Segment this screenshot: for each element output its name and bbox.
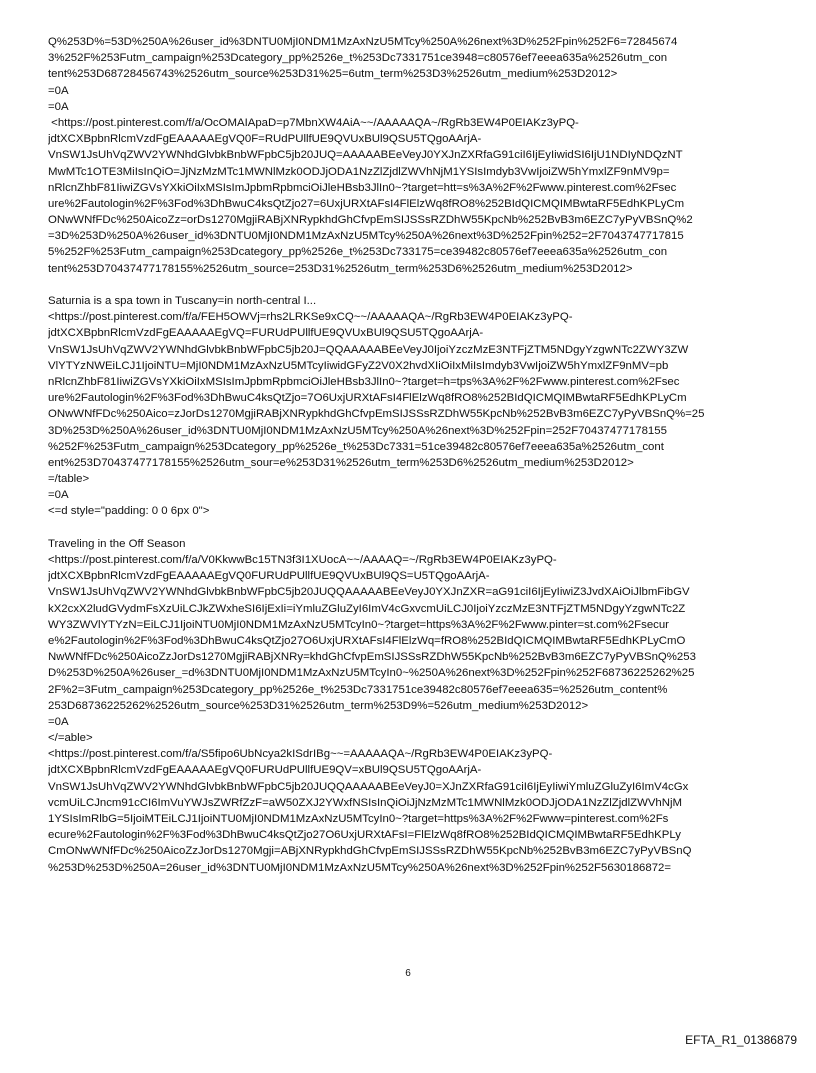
text-line: ecure%2Fautologin%2F%3Fod%3DhBwuC4ksQtZjo27O6UxjURXtAFsI=FlElzWq8fRO8%252BIdQICMQIMBwtaRF5EdhKPLy	[48, 829, 681, 842]
text-line: tent%253D68728456743%2526utm_source%253D31%25=6utm_term%253D3%2526utm_medium%253D2012>	[48, 68, 618, 81]
document-body	[48, 34, 778, 876]
text-line: ure%2Fautologin%2F%3Fod%3DhBwuC4ksQtZjo27=6UxjURXtAFsI4FlElzWq8fRO8%252BIdQICMQIMBwtaRF5EdhKPLyCm	[48, 197, 685, 210]
text-line: =0A	[48, 715, 69, 728]
text-line: =0A	[48, 100, 69, 113]
text-line: <https://post.pinterest.com/f/a/S5fipo6UbNcya2kISdrIBg~~=AAAAAQA~/RgRb3EW4P0EIAKz3yPQ-	[48, 748, 553, 761]
text-line: <https://post.pinterest.com/f/a/FEH5OWVj=rhs2LRKSe9xCQ~~/AAAAAQA~/RgRb3EW4P0EIAKz3yPQ-	[48, 311, 573, 324]
text-line: vcmUiLCJncm91cCI6ImVuYWJsZWRfZzF=aW50ZXJ2YWxfNSIsInQiOiJjNzMzMTc1MWNlMzk0ODJjODA1NzZlZjdlZWVhNjM	[48, 796, 683, 809]
blank-line	[48, 520, 778, 536]
text-line: 2F%2=3Futm_campaign%253Dcategory_pp%2526e_t%253Dc7331751ce39482c80576ef7eeea635=%2526utm_content%	[48, 683, 668, 696]
text-line: nRlcnZhbF81IiwiZGVsYXkiOiIxMSIsImJpbmRpbmciOiJleHBsb3JlIn0~?target=htt=s%3A%2F%2Fwww.pinterest.com%2Fsec	[48, 181, 677, 194]
text-line: %252F%253Futm_campaign%253Dcategory_pp%2526e_t%253Dc7331=51ce39482c80576ef7eeea635a%2526utm_cont	[48, 440, 664, 453]
text-line: ONwWNfFDc%250Aico=zJorDs1270MgjiRABjXNRypkhdGhCfvpEmSIJSSsRZDhW55KpcNb%252BvB3m6EZC7yPyVBSnQ%=25	[48, 408, 705, 421]
text-line: kX2cxX2ludGVydmFsXzUiLCJkZWxheSI6IjExIi=iYmluZGluZyI6ImV4cGxvcmUiLCJ0IjoiYzczMzE3NTFjZTM5NDgyYzgwNTc2Z	[48, 602, 686, 615]
text-line: jdtXCXBpbnRlcmVzdFgEAAAAAEgVQ0FURUdPUllfUE9QV=xBUl9QSU5TQgoAArjA-	[48, 764, 482, 777]
text-line: VlYTYzNWEiLCJ1IjoiNTU=MjI0NDM1MzAxNzU5MTcyIiwidGFyZ2V0X2hvdXIiOiIxMiIsImdyb3VwIjoiZW5hYmxlZF9nMV=pb	[48, 359, 669, 372]
text-line: 5%252F%253Futm_campaign%253Dcategory_pp%2526e_t%253Dc733175=ce39482c80576ef7eeea635a%2526utm_con	[48, 246, 668, 259]
text-line: 3D%253D%250A%26user_id%3DNTU0MjI0NDM1MzAxNzU5MTcy%250A%26next%3D%252Fpin=252F70437477178155	[48, 424, 667, 437]
text-line: Q%253D%=53D%250A%26user_id%3DNTU0MjI0NDM1MzAxNzU5MTcy%250A%26next%3D%252Fpin%252F6=72845674	[48, 36, 678, 48]
text-line: NwWNfFDc%250AicoZzJorDs1270MgjiRABjXNRy=khdGhCfvpEmSIJSSsRZDhW55KpcNb%252BvB3m6EZC7yPyVBSnQ%253	[48, 651, 696, 664]
text-line: jdtXCXBpbnRlcmVzdFgEAAAAAEgVQ=FURUdPUllfUE9QVUxBUl9QSU5TQgoAArjA-	[48, 327, 484, 340]
text-line: MwMTc1OTE3MiIsInQiO=JjNzMzMTc1MWNlMzk0ODJjODA1NzZlZjdlZWVhNjM1YSIsImdyb3VwIjoiZW5hYmxlZF9nMV9p=	[48, 165, 670, 178]
text-line: 253D68736225262%2526utm_source%253D31%2526utm_term%253D9%=526utm_medium%253D2012>	[48, 699, 589, 712]
text-line: 3%252F%253Futm_campaign%253Dcategory_pp%2526e_t%253Dc7331751ce3948=c80576ef7eeea635a%2526utm_con	[48, 52, 668, 65]
text-line: VnSW1JsUhVqZWV2YWNhdGlvbkBnbWFpbC5jb20JUQQAAAAABEeVeyJ0=XJnZXRfaG91ciI6IjEyIiwiYmluZGluZyI6ImV4cGx	[48, 780, 689, 793]
blank-line	[48, 277, 778, 293]
document-id: EFTA_R1_01386879	[685, 1033, 797, 1047]
text-line: Saturnia is a spa town in Tuscany=in north-central I...	[48, 295, 317, 307]
text-line: D%253D%250A%26user_=d%3DNTU0MjI0NDM1MzAxNzU5MTcyIn0~%250A%26next%3D%252Fpin%252F68736225262%25	[48, 667, 695, 680]
text-line: VnSW1JsUhVqZWV2YWNhdGlvbkBnbWFpbC5jb20JUQQAAAAABEeVeyJ0YXJnZXR=aG91ciI6IjEyIiwiZ3JvdXAiOiJlbmFibGV	[48, 586, 690, 599]
text-line: =0A	[48, 489, 69, 502]
text-line: nRlcnZhbF81IiwiZGVsYXkiOiIxMSIsImJpbmRpbmciOiJleHBsb3JlIn0~?target=h=tps%3A%2F%2Fwww.pinterest.com%2Fsec	[48, 375, 680, 388]
text-line: WY3ZWVlYTYzN=EiLCJ1IjoiNTU0MjI0NDM1MzAxNzU5MTcyIn0~?target=https%3A%2F%2Fwww.pinter=st.com%2Fsecur	[48, 618, 669, 631]
text-line: jdtXCXBpbnRlcmVzdFgEAAAAAEgVQ0FURUdPUllfUE9QVUxBUl9QS=U5TQgoAArjA-	[48, 570, 490, 583]
text-line: CmONwWNfFDc%250AicoZzJorDs1270Mgji=ABjXNRypkhdGhCfvpEmSIJSSsRZDhW55KpcNb%252BvB3m6EZC7yPyVBSnQ	[48, 845, 692, 858]
text-line: e%2Fautologin%2F%3Fod%3DhBwuC4ksQtZjo27O6UxjURXtAFsI4FlElzWq=fRO8%252BIdQICMQIMBwtaRF5EdhKPLyCmO	[48, 634, 686, 647]
text-line: ent%253D70437477178155%2526utm_sour=e%253D31%2526utm_term%253D6%2526utm_medium%253D2012>	[48, 456, 634, 469]
text-line: Traveling in the Off Season	[48, 537, 186, 550]
text-line: <=d style="padding: 0 0 6px 0">	[48, 505, 210, 518]
page-number: 6	[405, 968, 411, 979]
text-line: </=able>	[48, 732, 93, 745]
text-line: VnSW1JsUhVqZWV2YWNhdGlvbkBnbWFpbC5jb20JUQ=AAAAABEeVeyJ0YXJnZXRfaG91ciI6IjEyIiwidSI6IjU1NDIyNDQzNT	[48, 149, 683, 162]
text-line: =/table>	[48, 473, 90, 486]
text-line: ure%2Fautologin%2F%3Fod%3DhBwuC4ksQtZjo=7O6UxjURXtAFsI4FlElzWq8fRO8%252BIdQICMQIMBwtaRF5EdhKPLyCm	[48, 392, 687, 405]
text-line: <https://post.pinterest.com/f/a/V0KkwwBc15TN3f3I1XUocA~~/AAAAQ=~/RgRb3EW4P0EIAKz3yPQ-	[48, 554, 557, 566]
text-line: 1YSIsImRlbG=5IjoiMTEiLCJ1IjoiNTU0MjI0NDM1MzAxNzU5MTcyIn0~?target=https%3A%2F%2Fwww=pinterest.com%2Fs	[48, 813, 669, 825]
text-line: tent%253D70437477178155%2526utm_source=253D31%2526utm_term%253D6%2526utm_medium%253D2012>	[48, 262, 633, 275]
text-line: =3D%253D%250A%26user_id%3DNTU0MjI0NDM1MzAxNzU5MTcy%250A%26next%3D%252Fpin%252=2F7043747717815	[48, 230, 684, 243]
text-line: <https://post.pinterest.com/f/a/OcOMAIApaD=p7MbnXW4AiA~~/AAAAAQA~/RgRb3EW4P0EIAKz3yPQ-	[48, 116, 579, 129]
text-line: jdtXCXBpbnRlcmVzdFgEAAAAAEgVQ0F=RUdPUllfUE9QVUxBUl9QSU5TQgoAArjA-	[48, 133, 482, 146]
text-line: VnSW1JsUhVqZWV2YWNhdGlvbkBnbWFpbC5jb20J=QQAAAAABEeVeyJ0IjoiYzczMzE3NTFjZTM5NDgyYzgwNTc2ZWY3ZW	[48, 343, 689, 356]
text-line: %253D%253D%250A=26user_id%3DNTU0MjI0NDM1MzAxNzU5MTcy%250A%26next%3D%252Fpin%252F5630186872=	[48, 861, 672, 874]
text-line: ONwWNfFDc%250AicoZz=orDs1270MgjiRABjXNRypkhdGhCfvpEmSIJSSsRZDhW55KpcNb%252BvB3m6EZC7yPyVBSnQ%2	[48, 214, 693, 227]
text-line: =0A	[48, 84, 69, 97]
